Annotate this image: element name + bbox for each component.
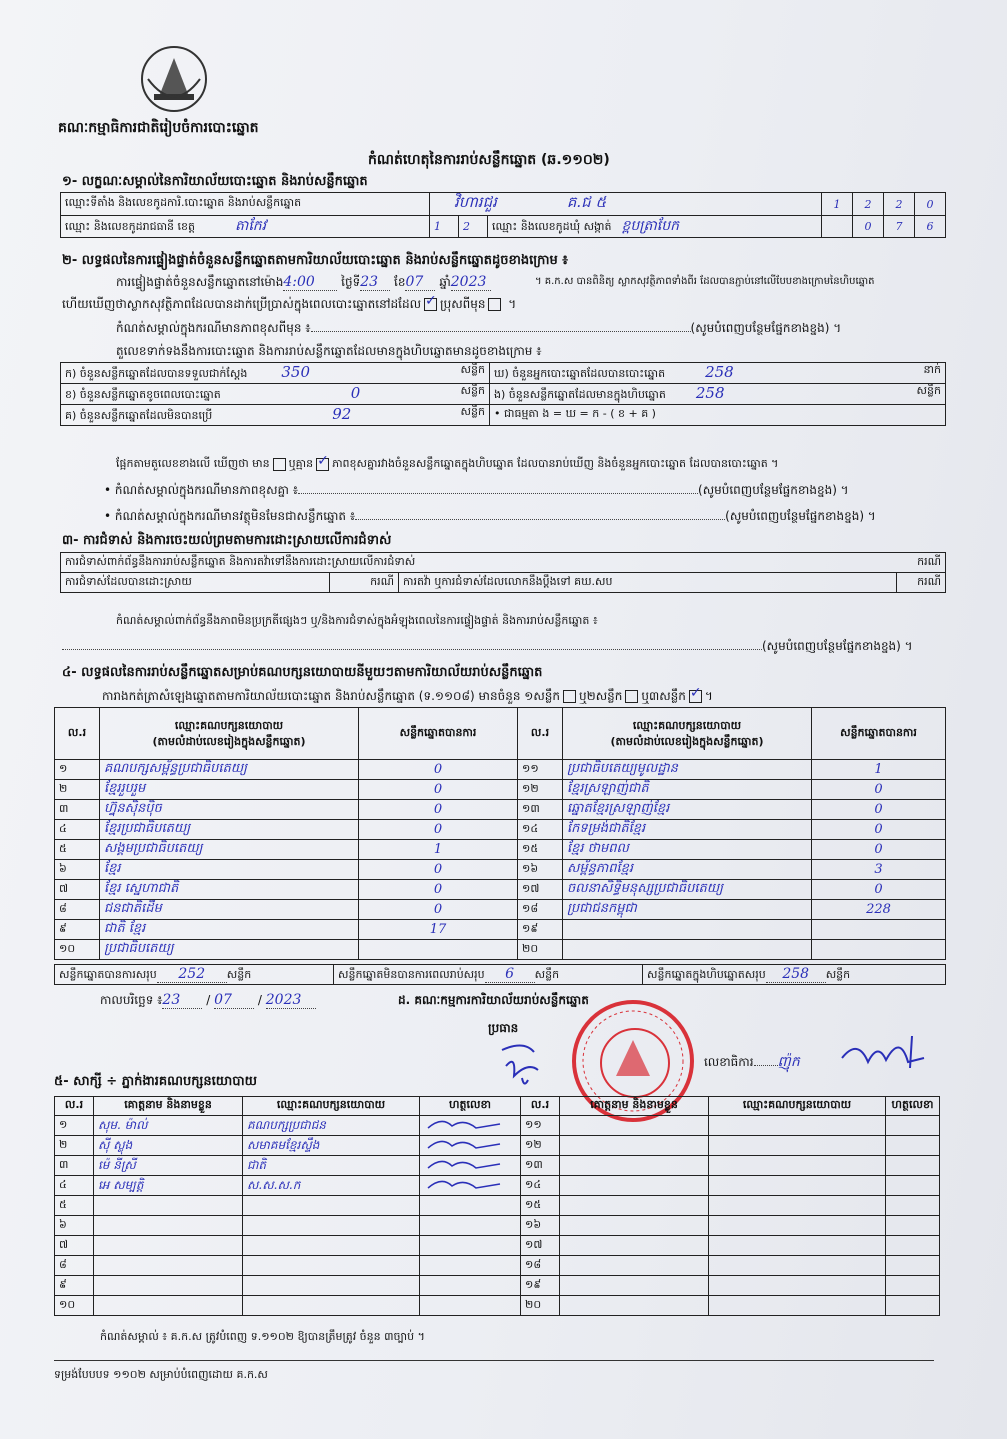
witness-name (560, 1256, 709, 1276)
party-name: ប្រជាធិបតេយ្យមូលដ្ឋាន (563, 760, 812, 780)
row-number: ៣ (55, 800, 100, 820)
sheet1-checkbox[interactable] (563, 690, 576, 703)
ballots-unused: 92 (332, 405, 352, 423)
secretary-name: ញ៉ុក (777, 1054, 800, 1070)
row-number: ១៥ (518, 840, 563, 860)
party-name: ខ្មែរស្រឡាញ់ជាតិ (563, 780, 812, 800)
party-name: ចលនាសិទ្ធិមនុស្សប្រជាធិបតេយ្យ (563, 880, 812, 900)
witness-signature (420, 1216, 521, 1236)
location-label: ឈ្មោះទីតាំង និងលេខកូដការិ.បោះឆ្នោត និងរាប់សន្លឹកឆ្នោត (61, 193, 430, 216)
result-row (55, 880, 946, 900)
row-number: ៥ (55, 1196, 94, 1216)
party-results-table: ល.រ ឈ្មោះគណបក្សនយោបាយ (តាមលំដាប់លេខរៀងក្នុងសន្លឹកឆ្នោត) សន្លឹកឆ្នោតបានការ ល.រ ឈ្មោះគណបក្សនយោបាយ (តាមលំដាប់លេខរៀងក្នុងសន្លឹកឆ្នោត) សន្លឹកឆ្នោតបានការ ១ គណបក្សសម្ព័ន្ធប្រជាធិបតេយ្យ 0 ១១ ប្រជាធិបតេយ្យមូលដ្ឋាន 1 ២ ខ្មែររួបរួម 0 ១២ ខ្មែរស្រឡាញ់ជាតិ 0 ៣ ហ្វ៊ុនស៊ិនប៉ិច 0 ១៣ ឆ្នោតខ្មែរស្រឡាញ់ខ្មែរ 0 ៤ ខ្មែរប្រជាធិបតេយ្យ 0 ១៤ កែទម្រង់ជាតិខ្មែរ 0 ៥ សង្គមប្រជាធិបតេយ្យ 1 ១៥ ខ្មែរ ថាមពល 0 ៦ ខ្មែរ 0 ១៦ សម្ព័ន្ធភាពខ្មែរ 3 ៧ ខ្មែរ ស្នេហាជាតិ 0 ១៧ ចលនាសិទ្ធិមនុស្សប្រជាធិបតេយ្យ 0 ៨ ជនជាតិដើម 0 ១៨ ប្រជាជនកម្ពុជា 228 ៩ ជាតិ ខ្មែរ 17 ១៩ ១០ ប្រជាធិបតេយ្យ ២០ (54, 707, 946, 960)
date-year: 2023 (266, 992, 316, 1009)
witness-name (560, 1296, 709, 1316)
discrepancy-text: ផ្អែកតាមតួលេខខាងលើ ឃើញថា មាន (116, 457, 270, 470)
row-number: ១៧ (518, 880, 563, 900)
section5-title: ៥- សាក្សី ÷ ភ្នាក់ងារគណបក្សនយោបាយ (54, 1074, 257, 1089)
row-number: ៣ (55, 1156, 94, 1176)
party-votes: 17 (359, 920, 518, 940)
row-number: ១ (55, 760, 100, 780)
commune-digit: 7 (884, 216, 915, 238)
date-day: 23 (162, 992, 202, 1009)
row-number: ២០ (518, 940, 563, 960)
result-row (55, 760, 946, 780)
resolved-label: ការជំទាស់ដែលបានដោះស្រាយ (61, 573, 330, 593)
party-name: ឆ្នោតខ្មែរស្រឡាញ់ខ្មែរ (563, 800, 812, 820)
month-label: ខែ (394, 275, 406, 289)
party-name (563, 920, 812, 940)
witness-signature (420, 1156, 521, 1176)
result-row (55, 840, 946, 860)
irregularity-note: កំណត់សម្គាល់ពាក់ព័ន្ធនឹងភាពមិនប្រក្រតីផ្សេងៗ ឬ/និងការជំទាស់ក្នុងអំឡុងពេលនៃការផ្ទៀងផ្ទាត់ និងការរាប់សន្លឹកឆ្នោត ៖ (116, 614, 598, 627)
result-row (55, 820, 946, 840)
ballot-counts-table: ក) ចំនួនសន្លឹកឆ្នោតដែលបានទទួលជាក់ស្តែង 350 សន្លឹក ឃ) ចំនួនអ្នកបោះឆ្នោតដែលបានបោះឆ្នោត 258 នាក់ ខ) ចំនួនសន្លឹកឆ្នោតខូចពេលបោះឆ្នោត 0 សន្លឹក ង) ចំនួនសន្លឹកឆ្នោតដែលមានក្នុងហិបឆ្នោត 258 សន្លឹក គ) ចំនួនសន្លឹកឆ្នោតដែលមិនបានប្រើ 92 សន្លឹក • ជាធម្មតា ង = ឃ = ក - ( ខ + គ ) (60, 362, 946, 426)
witness-party (709, 1136, 886, 1156)
footnote: កំណត់សម្គាល់ ៖ គ.ក.ស ត្រូវបំពេញ ទ.១១០២ ឱ្យបានត្រឹមត្រូវ ចំនួន ៣ច្បាប់ ។ (100, 1330, 425, 1343)
date-label: កាលបរិច្ឆេទ ៖ (100, 993, 163, 1007)
discrepancy-desc: ភាពខុសគ្នារវាងចំនួនសន្លឹកឆ្នោតក្នុងហិបឆ្នោត ដែលបានរាប់ឃើញ និងចំនួនអ្នកបោះឆ្នោត ដែលបានបោះឆ្នោត ។ (332, 457, 779, 470)
appeal-label: ការតវ៉ា ឬការជំទាស់ដែលលោកនឹងប្ដឹងទៅ គឃ.សប (399, 573, 897, 593)
day-label: ថ្ងៃទី (341, 275, 361, 289)
witness-row (55, 1276, 940, 1296)
total-valid: 252 (157, 966, 227, 983)
section2-title: ២- លទ្ធផលនៃការផ្ទៀងផ្ទាត់ចំនួនសន្លឹកឆ្នោតតាមការិយាល័យបោះឆ្នោត និងរាប់សន្លឹកឆ្នោតដូចខាងក្រោម ៖ (62, 253, 568, 268)
witness-party: ជាតិ (243, 1156, 420, 1176)
row-number: ១០ (55, 1296, 94, 1316)
row-number: ១៣ (518, 800, 563, 820)
witness-name (560, 1156, 709, 1176)
same-checkbox[interactable] (424, 298, 437, 311)
witness-name (560, 1236, 709, 1256)
witness-name (94, 1276, 243, 1296)
row-number: ៩ (55, 920, 100, 940)
witness-party (709, 1116, 886, 1136)
section4-title: ៤- លទ្ធផលនៃការរាប់សន្លឹកឆ្នោតសម្រាប់គណបក្សនយោបាយនីមួយៗតាមការិយាល័យរាប់សន្លឹកឆ្នោត (62, 665, 543, 680)
witness-signature (886, 1176, 940, 1196)
row-number: ១៦ (521, 1216, 560, 1236)
row-number: ១៨ (518, 900, 563, 920)
row-number: ១៣ (521, 1156, 560, 1176)
witness-signature (886, 1236, 940, 1256)
witness-party (709, 1216, 886, 1236)
party-votes: 3 (812, 860, 946, 880)
sheet2-checkbox[interactable] (625, 690, 638, 703)
section1-title: ១- លក្ខណៈសម្គាល់នៃការិយាល័យបោះឆ្នោត និងរាប់សន្លឹកឆ្នោត (62, 174, 368, 189)
emblem-icon (138, 44, 210, 114)
commune-name: ខ្ពបត្រាបែក (621, 218, 680, 234)
count-label: ក) ចំនួនសន្លឹកឆ្នោតដែលបានទទួលជាក់ស្តែង (65, 367, 248, 380)
witness-name (94, 1296, 243, 1316)
bullet-diff-note: • កំណត់សម្គាល់ក្នុងករណីមានភាពខុសគ្នា ៖ (104, 483, 299, 497)
witness-name (94, 1196, 243, 1216)
seal-check-text: ។ គ.ក.ស បានពិនិត្យ ស្លាកសុវត្ថិភាពទាំងពីរ ដែលបានភ្ជាប់នៅលើបែបខាងក្រោមនៃហិបឆ្នោត (535, 276, 875, 287)
witness-signature (886, 1136, 940, 1156)
party-votes: 0 (812, 780, 946, 800)
party-votes: 0 (812, 840, 946, 860)
row-number: ១៦ (518, 860, 563, 880)
row-number: ១០ (55, 940, 100, 960)
signature-scribble (424, 1156, 504, 1172)
location-code-text: គ.ជ ៥ (566, 193, 607, 211)
witness-signature (886, 1156, 940, 1176)
row-number: ១២ (518, 780, 563, 800)
witness-name (560, 1176, 709, 1196)
row-number: ២ (55, 780, 100, 800)
witness-party (243, 1256, 420, 1276)
witness-name (560, 1276, 709, 1296)
row-number: ១១ (518, 760, 563, 780)
signature-scribble (424, 1116, 504, 1132)
party-votes: 0 (359, 880, 518, 900)
witness-row (55, 1236, 940, 1256)
row-number: ១១ (521, 1116, 560, 1136)
party-votes (812, 920, 946, 940)
verify-time: 4:00 (283, 274, 337, 291)
party-name: ខ្មែរប្រជាធិបតេយ្យ (100, 820, 359, 840)
voters-voted: 258 (705, 363, 734, 381)
result-row (55, 920, 946, 940)
total-box: 258 (766, 966, 826, 983)
witness-signature (420, 1196, 521, 1216)
count-label: គ) ចំនួនសន្លឹកឆ្នោតដែលមិនបានប្រើ (65, 409, 213, 422)
witness-row (55, 1196, 940, 1216)
witness-party: ស.ស.ស.ក (243, 1176, 420, 1196)
witness-row (55, 1116, 940, 1136)
commune-digit: 0 (853, 216, 884, 238)
party-name: ប្រជាជនកម្ពុជា (563, 900, 812, 920)
witness-party (709, 1156, 886, 1176)
ballots-spoiled: 0 (350, 384, 361, 402)
witness-row (55, 1256, 940, 1276)
witness-name: អេ សម្បត្តិ (94, 1176, 243, 1196)
verify-month: 07 (405, 274, 435, 291)
party-votes: 0 (359, 820, 518, 840)
result-row (55, 940, 946, 960)
party-name: ខ្មែរ ថាមពល (563, 840, 812, 860)
party-votes: 0 (359, 900, 518, 920)
witness-party (243, 1236, 420, 1256)
row-number: ៦ (55, 860, 100, 880)
chair-label: ប្រធាន (488, 1021, 519, 1035)
province-name: តាកែវ (235, 218, 267, 234)
total-invalid: 6 (485, 966, 535, 983)
date-month: 07 (214, 992, 254, 1009)
different-checkbox[interactable] (488, 298, 501, 311)
witness-table: ល.រ គោត្តនាម និងនាមខ្លួន ឈ្មោះគណបក្សនយោបាយ ហត្ថលេខា ល.រ គោត្តនាម និងនាមខ្លួន ឈ្មោះគណបក្សនយោបាយ ហត្ថលេខា ១ សុម. ម៉ាល់ គណបក្សប្រជាជន ១១ ២ ស៊ី ស្លុង សមាគមខ្មែរស្ទឹង ១២ ៣ ម៉េ នីស្រី ជាតិ ១៣ ៤ អេ សម្បត្តិ ស.ស.ស.ក ១៤ ៥ ១៥ ៦ ១៦ ៧ ១៧ ៨ ១៨ ៩ ១៩ ១០ ២០ (54, 1096, 940, 1316)
result-row (55, 900, 946, 920)
row-number: ៥ (55, 840, 100, 860)
party-name: ខ្មែររួបរួម (100, 780, 359, 800)
count-label: ឃ) ចំនួនអ្នកបោះឆ្នោតដែលបានបោះឆ្នោត (494, 367, 666, 380)
party-name (563, 940, 812, 960)
party-name: ជាតិ ខ្មែរ (100, 920, 359, 940)
secretary-label: លេខាធិការ (704, 1055, 754, 1069)
count-label: ង) ចំនួនសន្លឹកឆ្នោតដែលមានក្នុងហិបឆ្នោត (494, 388, 666, 401)
different-label: ប្រុសពីមុន (440, 297, 486, 311)
objection-row-label: ការជំទាស់ពាក់ព័ន្ធនឹងការរាប់សន្លឹកឆ្នោត និងការតវ៉ាទៅនឹងការដោះស្រាយលើការជំទាស់ (65, 554, 416, 568)
location-digit: 2 (853, 193, 884, 216)
row-number: ១៤ (521, 1176, 560, 1196)
has-diff-checkbox[interactable] (273, 458, 286, 471)
province-label: ឈ្មោះ និងលេខកូដរាជធានី ខេត្ត (65, 220, 195, 233)
fill-note: (សូមបំពេញបន្ថែមផ្នែកខាងខ្នង) ។ (690, 321, 842, 335)
witness-signature (420, 1136, 521, 1156)
verify-day: 23 (360, 274, 390, 291)
witness-signature (886, 1296, 940, 1316)
result-row (55, 800, 946, 820)
witness-signature (420, 1256, 521, 1276)
witness-name (560, 1116, 709, 1136)
document-page: គណៈកម្មាធិការជាតិរៀបចំការបោះឆ្នោត កំណត់ហេតុនៃការរាប់សន្លឹកឆ្នោត (ឆ.១១០២) ១- លក្ខណៈសម្គាល់នៃការិយាល័យបោះឆ្នោត និងរាប់សន្លឹកឆ្នោត ឈ្មោះទីតាំង និងលេខកូដការិ.បោះឆ្នោត និងរាប់សន្លឹកឆ្នោត វិហារជួរ គ.ជ ៥ 1 2 2 0 ឈ្មោះ និងលេខកូដរាជធានី ខេត្ត តាកែវ 1 2 ឈ្មោះ និងលេខកូដឃុំ សង្កាត់ ខ្ពបត្រាបែក 0 7 6 ២- លទ្ធផលនៃការផ្ទៀងផ្ទាត់ចំនួនសន្លឹកឆ្នោតតាមការិយាល័យបោះឆ្នោត និងរាប់សន្លឹកឆ្នោតដូចខាងក្រោម ៖ ការផ្ទៀងផ្ទាត់ចំនួនសន្លឹកឆ្នោតនៅម៉ោង4:00 ថ្ងៃទី23 ខែ07 ឆ្នាំ2023 ។ គ.ក.ស បានពិនិត្យ ស្លាកសុវត្ថិភាពទាំងពីរ ដែលបានភ្ជាប់នៅលើបែបខាងក្រោមនៃហិបឆ្នោត ហើយឃើញថាស្លាកសុវត្ថិភាពដែលបានដាក់ប្រើប្រាស់ក្នុងពេលបោះឆ្នោតនៅដដែល✓ ប្រុសពីមុន ។ កំណត់សម្គាល់ក្នុងករណីមានភាពខុសពីមុន ៖ (សូមបំពេញបន្ថែមផ្នែកខាងខ្នង) ។ តួលេខទាក់ទងនឹងការបោះឆ្នោត និងការរាប់សន្លឹកឆ្នោតដែលមានក្នុងហិបឆ្នោតមានដូចខាងក្រោម ៖ ក) ចំនួនសន្លឹកឆ្នោតដែលបានទទួលជាក់ស្តែង 350 សន្លឹក ឃ) ចំនួនអ្នកបោះឆ្នោតដែលបានបោះឆ្នោត 258 នាក់ ខ) ចំនួនសន្លឹកឆ្នោតខូចពេលបោះឆ្នោត 0 សន្លឹក ង) ចំនួនសន្លឹកឆ្នោតដែលមានក្នុងហិបឆ្នោត 258 សន្លឹក គ) ចំនួនសន្លឹកឆ្នោតដែលមិនបានប្រើ 92 សន្លឹក • ជាធម្មតា ង = ឃ = ក - ( ខ + គ ) ផ្អែកតាមតួលេខខាងលើ ឃើញថា មាន ឬគ្មាន✓ ភាពខុសគ្នារវាងចំនួនសន្លឹកឆ្នោតក្នុងហិបឆ្នោត ដែលបានរាប់ឃើញ និងចំនួនអ្នកបោះឆ្នោត ដែលបានបោះឆ្នោត ។ • កំណត់សម្គាល់ក្នុងករណីមានភាពខុសគ្នា ៖ (សូមបំពេញបន្ថែមផ្នែកខាងខ្នង) ។ • កំណត់សម្គាល់ក្នុងករណីមានវត្ថុមិនមែនជាសន្លឹកឆ្នោត ៖ (សូមបំពេញបន្ថែមផ្នែកខាងខ្នង) ។ ៣- ការជំទាស់ និងការចេះយល់ព្រមតាមការដោះស្រាយលើការជំទាស់ ការជំទាស់ពាក់ព័ន្ធនឹងការរាប់សន្លឹកឆ្នោត និងការតវ៉ាទៅនឹងការដោះស្រាយលើការជំទាស់ ករណី ការជំទាស់ដែលបានដោះស្រាយ ករណី ការតវ៉ា ឬការជំទាស់ដែលលោកនឹងប្ដឹងទៅ គឃ.សប ករណី កំណត់សម្គាល់ពាក់ព័ន្ធនឹងភាពមិនប្រក្រតីផ្សេងៗ ឬ/និងការជំទាស់ក្នុងអំឡុងពេលនៃការផ្ទៀងផ្ទាត់ និងការរាប់សន្លឹកឆ្នោត ៖ (សូមបំពេញបន្ថែមផ្នែកខាងខ្នង) ។ ៤- លទ្ធផលនៃការរាប់សន្លឹកឆ្នោតសម្រាប់គណបក្សនយោបាយនីមួយៗតាមការិយាល័យរាប់សន្លឹកឆ្នោត ការាងកត់ត្រាសំឡេងឆ្នោតតាមការិយាល័យបោះឆ្នោត និងរាប់សន្លឹកឆ្នោត (ទ.១១០៨) មានចំនួន ១សន្លឹក ឬ២សន្លឹក ឬ៣សន្លឹក✓ ។ ល.រ ឈ្មោះគណបក្សនយោបាយ (តាមលំដាប់លេខរៀងក្នុងសន្លឹកឆ្នោត) សន្លឹកឆ្នោតបានការ ល.រ ឈ្មោះគណបក្សនយោបាយ (តាមលំដាប់លេខរៀងក្នុងសន្លឹកឆ្នោត) សន្លឹកឆ្នោតបានការ ១ គណបក្សសម្ព័ន្ធប្រជាធិបតេយ្យ 0 ១១ ប្រជាធិបតេយ្យមូលដ្ឋាន 1 ២ ខ្មែររួបរួម 0 ១២ ខ្មែរស្រឡាញ់ជាតិ 0 ៣ ហ្វ៊ុនស៊ិនប៉ិច 0 ១៣ ឆ្នោតខ្មែរស្រឡាញ់ខ្មែរ 0 ៤ ខ្មែរប្រជាធិបតេយ្យ 0 ១៤ កែទម្រង់ជាតិខ្មែរ 0 ៥ សង្គមប្រជាធិបតេយ្យ 1 ១៥ ខ្មែរ ថាមពល 0 ៦ ខ្មែរ 0 ១៦ សម្ព័ន្ធភាពខ្មែរ 3 ៧ ខ្មែរ ស្នេហាជាតិ 0 ១៧ ចលនាសិទ្ធិមនុស្សប្រជាធិបតេយ្យ 0 ៨ ជនជាតិដើម 0 ១៨ ប្រជាជនកម្ពុជា 228 ៩ ជាតិ ខ្មែរ 17 ១៩ ១០ ប្រជាធិបតេយ្យ ២០ សន្លឹកឆ្នោតបានការសរុប 252 សន្លឹក សន្លឹកឆ្នោតមិនបានការពេលរាប់សរុប 6 សន្លឹក សន្លឹកឆ្នោតក្នុងហិបឆ្នោតសរុប 258 សន្លឹក កាលបរិច្ឆេទ ៖23 / 07 / 2023 ដ. គណៈកម្មការការិយាល័យរាប់សន្លឹកឆ្នោត ប្រធាន លេខាធិការ ញ៉ុក ៥- សាក្សី ÷ ភ្នាក់ងារគណបក្សនយោបាយ ល.រ គោត្តនាម និងនាមខ្លួន ឈ្មោះគណបក្សនយោបាយ ហត្ថលេខា ល.រ គោត្តនាម និងនាមខ្លួន ឈ្មោះគណបក្សនយោបាយ ហត្ថលេខា ១ សុម. ម៉ាល់ គណបក្សប្រជាជន ១១ ២ ស៊ី ស្លុង សមាគមខ្មែរស្ទឹង ១២ ៣ ម៉េ នីស្រី ជាតិ ១៣ ៤ អេ សម្បត្តិ ស.ស.ស.ក ១៤ ៥ ១៥ ៦ ១៦ ៧ ១៧ ៨ ១៨ ៩ ១៩ ១០ ២០ កំណត់សម្គាល់ ៖ គ.ក.ស ត្រូវបំពេញ ទ.១១០២ ឱ្យបានត្រឹមត្រូវ ចំនួន ៣ច្បាប់ ។ ទម្រង់បែបបទ ១១០២ សម្រាប់បំពេញដោយ គ.ក.ស (0, 0, 1007, 1439)
row-number: ២ (55, 1136, 94, 1156)
party-name: សម្ព័ន្ធភាពខ្មែរ (563, 860, 812, 880)
party-votes: 1 (812, 760, 946, 780)
year-label: ឆ្នាំ (439, 275, 451, 289)
bullet-foreign-note: • កំណត់សម្គាល់ក្នុងករណីមានវត្ថុមិនមែនជាសន្លឹកឆ្នោត ៖ (104, 509, 356, 523)
verify-year: 2023 (451, 274, 491, 291)
witness-party (709, 1176, 886, 1196)
footer-divider (54, 1360, 934, 1361)
witness-party (709, 1296, 886, 1316)
party-votes (812, 940, 946, 960)
party-votes: 0 (812, 880, 946, 900)
count-label: ខ) ចំនួនសន្លឹកឆ្នោតខូចពេលបោះឆ្នោត (65, 388, 221, 401)
party-name: ខ្មែរ ស្នេហាជាតិ (100, 880, 359, 900)
signature-scribble (424, 1136, 504, 1152)
row-number: ១២ (521, 1136, 560, 1156)
witness-row (55, 1136, 940, 1156)
witness-row (55, 1156, 940, 1176)
formula-note: • ជាធម្មតា ង = ឃ = ក - ( ខ + គ ) (490, 405, 946, 426)
location-name: វិហារជួរ (454, 193, 497, 211)
party-name: ជនជាតិដើម (100, 900, 359, 920)
witness-party (709, 1276, 886, 1296)
secretary-signature (838, 1028, 928, 1074)
party-votes: 0 (359, 800, 518, 820)
witness-name: សុម. ម៉ាល់ (94, 1116, 243, 1136)
no-diff-checkbox[interactable] (316, 458, 329, 471)
location-table (60, 192, 946, 238)
witness-row (55, 1176, 940, 1196)
no-diff-label: ឬគ្មាន (288, 457, 314, 470)
footer-text: ទម្រង់បែបបទ ១១០២ សម្រាប់បំពេញដោយ គ.ក.ស (54, 1368, 268, 1381)
party-votes: 228 (812, 900, 946, 920)
witness-party (243, 1216, 420, 1236)
row-number: ៧ (55, 880, 100, 900)
verify-text: ការផ្ទៀងផ្ទាត់ចំនួនសន្លឹកឆ្នោតនៅម៉ោង (116, 275, 284, 289)
row-number: ១៩ (521, 1276, 560, 1296)
witness-signature (886, 1196, 940, 1216)
row-number: ៦ (55, 1216, 94, 1236)
signature-scribble (424, 1176, 504, 1192)
witness-party (243, 1276, 420, 1296)
witness-signature (420, 1176, 521, 1196)
commune-label: ឈ្មោះ និងលេខកូដឃុំ សង្កាត់ (492, 220, 612, 233)
party-votes: 1 (359, 840, 518, 860)
witness-signature (420, 1236, 521, 1256)
row-number: ៤ (55, 820, 100, 840)
row-number: ៨ (55, 900, 100, 920)
row-number: ៩ (55, 1276, 94, 1296)
result-row (55, 860, 946, 880)
witness-signature (886, 1256, 940, 1276)
total-valid-label: សន្លឹកឆ្នោតបានការសរុប (59, 967, 157, 981)
org-name: គណៈកម្មាធិការជាតិរៀបចំការបោះឆ្នោត (58, 120, 259, 136)
row-number: ២០ (521, 1296, 560, 1316)
witness-signature (886, 1276, 940, 1296)
objections-table: ការជំទាស់ពាក់ព័ន្ធនឹងការរាប់សន្លឹកឆ្នោត និងការតវ៉ាទៅនឹងការដោះស្រាយលើការជំទាស់ ករណី ការជំទាស់ដែលបានដោះស្រាយ ករណី ការតវ៉ា ឬការជំទាស់ដែលលោកនឹងប្ដឹងទៅ គឃ.សប ករណី (60, 552, 946, 593)
form-title: កំណត់ហេតុនៃការរាប់សន្លឹកឆ្នោត (ឆ.១១០២) (368, 152, 610, 168)
party-name: កែទម្រង់ជាតិខ្មែរ (563, 820, 812, 840)
total-invalid-label: សន្លឹកឆ្នោតមិនបានការពេលរាប់សរុប (338, 967, 485, 981)
location-digit: 1 (822, 193, 853, 216)
result-row (55, 780, 946, 800)
chair-signature (494, 1040, 554, 1090)
row-number: ១៤ (518, 820, 563, 840)
row-number: ១៩ (518, 920, 563, 940)
province-digit: 1 (430, 216, 459, 238)
witness-name (94, 1236, 243, 1256)
witness-name (560, 1196, 709, 1216)
witness-party (709, 1236, 886, 1256)
party-name: សង្គមប្រជាធិបតេយ្យ (100, 840, 359, 860)
party-name: ខ្មែរ (100, 860, 359, 880)
witness-row (55, 1216, 940, 1236)
witness-party (709, 1196, 886, 1216)
witness-party: សមាគមខ្មែរស្ទឹង (243, 1136, 420, 1156)
party-votes: 0 (359, 780, 518, 800)
diff-note-label: កំណត់សម្គាល់ក្នុងករណីមានភាពខុសពីមុន ៖ (116, 321, 311, 335)
ballots-in-box: 258 (695, 384, 725, 402)
committee-label: ដ. គណៈកម្មការការិយាល័យរាប់សន្លឹកឆ្នោត (398, 993, 589, 1007)
total-box-label: សន្លឹកឆ្នោតក្នុងហិបឆ្នោតសរុប (647, 967, 766, 981)
witness-signature (420, 1116, 521, 1136)
witness-signature (420, 1276, 521, 1296)
party-name: ប្រជាធិបតេយ្យ (100, 940, 359, 960)
seal-same-text: ហើយឃើញថាស្លាកសុវត្ថិភាពដែលបានដាក់ប្រើប្រាស់ក្នុងពេលបោះឆ្នោតនៅដដែល (62, 297, 422, 311)
section3-title: ៣- ការជំទាស់ និងការចេះយល់ព្រមតាមការដោះស្រាយលើការជំទាស់ (62, 533, 392, 548)
counts-intro: តួលេខទាក់ទងនឹងការបោះឆ្នោត និងការរាប់សន្លឹកឆ្នោតដែលមានក្នុងហិបឆ្នោតមានដូចខាងក្រោម ៖ (116, 344, 542, 358)
province-digit: 2 (459, 216, 488, 238)
totals-table: សន្លឹកឆ្នោតបានការសរុប 252 សន្លឹក សន្លឹកឆ្នោតមិនបានការពេលរាប់សរុប 6 សន្លឹក សន្លឹកឆ្នោតក្នុងហិបឆ្នោតសរុប 258 សន្លឹក (54, 964, 946, 985)
witness-signature (420, 1296, 521, 1316)
party-votes: 0 (812, 800, 946, 820)
witness-signature (886, 1216, 940, 1236)
witness-party (243, 1196, 420, 1216)
row-number: ១៧ (521, 1236, 560, 1256)
witness-party: គណបក្សប្រជាជន (243, 1116, 420, 1136)
witness-name (560, 1136, 709, 1156)
witness-party (243, 1296, 420, 1316)
witness-name (94, 1216, 243, 1236)
party-votes: 0 (359, 860, 518, 880)
party-votes (359, 940, 518, 960)
row-number: ៨ (55, 1256, 94, 1276)
witness-name: ស៊ី ស្លុង (94, 1136, 243, 1156)
witness-signature (886, 1116, 940, 1136)
sheet-count-text: ការាងកត់ត្រាសំឡេងឆ្នោតតាមការិយាល័យបោះឆ្នោត និងរាប់សន្លឹកឆ្នោត (ទ.១១០៨) មានចំនួន ១សន្លឹក (102, 689, 560, 703)
row-number: ១៨ (521, 1256, 560, 1276)
party-name: គណបក្សសម្ព័ន្ធប្រជាធិបតេយ្យ (100, 760, 359, 780)
row-number: ១ (55, 1116, 94, 1136)
commune-digit: 6 (915, 216, 946, 238)
location-digit: 2 (884, 193, 915, 216)
row-number: ៤ (55, 1176, 94, 1196)
location-digit: 0 (915, 193, 946, 216)
sheet3-checkbox[interactable] (689, 690, 702, 703)
witness-name (560, 1216, 709, 1236)
witness-name: ម៉េ នីស្រី (94, 1156, 243, 1176)
witness-name (94, 1256, 243, 1276)
row-number: ១៥ (521, 1196, 560, 1216)
row-number: ៧ (55, 1236, 94, 1256)
party-votes: 0 (359, 760, 518, 780)
witness-row (55, 1296, 940, 1316)
party-votes: 0 (812, 820, 946, 840)
witness-party (709, 1256, 886, 1276)
ballots-received: 350 (281, 363, 310, 381)
party-name: ហ្វ៊ុនស៊ិនប៉ិច (100, 800, 359, 820)
